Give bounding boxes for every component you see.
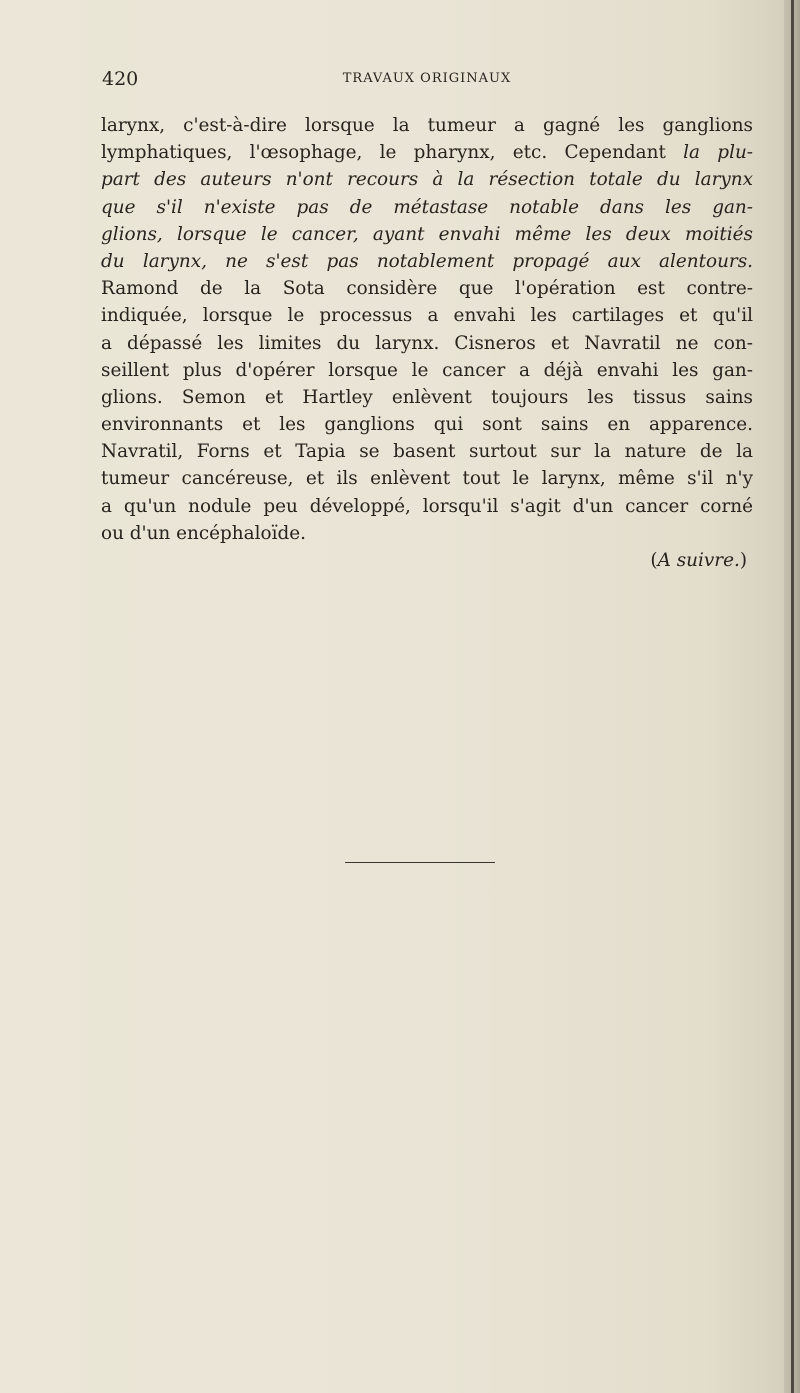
section-end-rule <box>345 862 495 863</box>
signoff-paren-close: ) <box>739 550 747 571</box>
text-segment: a dépassé les limites du larynx. Cisneros et Navratil ne con- <box>101 332 753 354</box>
italic-text: du larynx, ne s'est pas notablement propagé aux alentours. <box>101 250 753 272</box>
italic-text: que s'il n'existe pas de métastase notable dans les gan- <box>101 196 753 218</box>
text-line <box>101 221 753 248</box>
text-line <box>101 194 753 221</box>
text-line <box>101 112 753 139</box>
text-segment: tumeur cancéreuse, et ils enlèvent tout le larynx, même s'il n'y <box>101 468 753 490</box>
text-segment: glions. Semon et Hartley enlèvent toujours les tissus sains <box>101 386 753 408</box>
signoff-paren-open: ( <box>650 550 658 571</box>
text-line <box>101 166 753 193</box>
text-segment: larynx, c'est-à-dire lorsque la tumeur a gagné les ganglions <box>101 115 753 136</box>
text-line <box>101 139 753 166</box>
to-be-continued <box>101 547 753 574</box>
text-line <box>101 384 753 411</box>
text-line <box>101 330 753 357</box>
text-line <box>101 465 753 492</box>
text-line <box>101 357 753 384</box>
italic-text: glions, lorsque le cancer, ayant envahi même les deux moitiés <box>101 223 753 245</box>
italic-text: part des auteurs n'ont recours à la résection totale du larynx <box>101 169 753 191</box>
text-segment: indiquée, lorsque le processus a envahi les cartilages et qu'il <box>101 305 753 327</box>
text-segment: a qu'un nodule peu développé, lorsqu'il s'agit d'un cancer corné <box>101 495 753 517</box>
text-line <box>101 302 753 329</box>
text-segment: Ramond de la Sota considère que l'opération est contre- <box>101 278 753 300</box>
text-line <box>101 438 753 465</box>
text-line <box>101 275 753 302</box>
text-segment: environnants et les ganglions qui sont sains en apparence. <box>101 414 753 436</box>
page-number: 420 <box>102 68 139 90</box>
italic-text: la plu- <box>683 142 754 164</box>
signoff-text: A suivre. <box>657 550 740 571</box>
text-segment: ou d'un encéphaloïde. <box>101 522 306 544</box>
running-head: TRAVAUX ORIGINAUX <box>342 71 512 86</box>
text-line <box>101 411 753 438</box>
text-line <box>101 520 753 547</box>
text-segment: lymphatiques, l'œsophage, le pharynx, etc. Cependant <box>101 142 684 164</box>
text-segment: seillent plus d'opérer lorsque le cancer a déjà envahi les gan- <box>101 359 753 381</box>
page-header <box>102 68 752 94</box>
text-line <box>101 248 753 275</box>
binding-edge-line <box>791 0 794 1393</box>
body-paragraph <box>101 112 753 574</box>
text-segment: Navratil, Forns et Tapia se basent surtout sur la nature de la <box>101 441 753 463</box>
text-line <box>101 493 753 520</box>
